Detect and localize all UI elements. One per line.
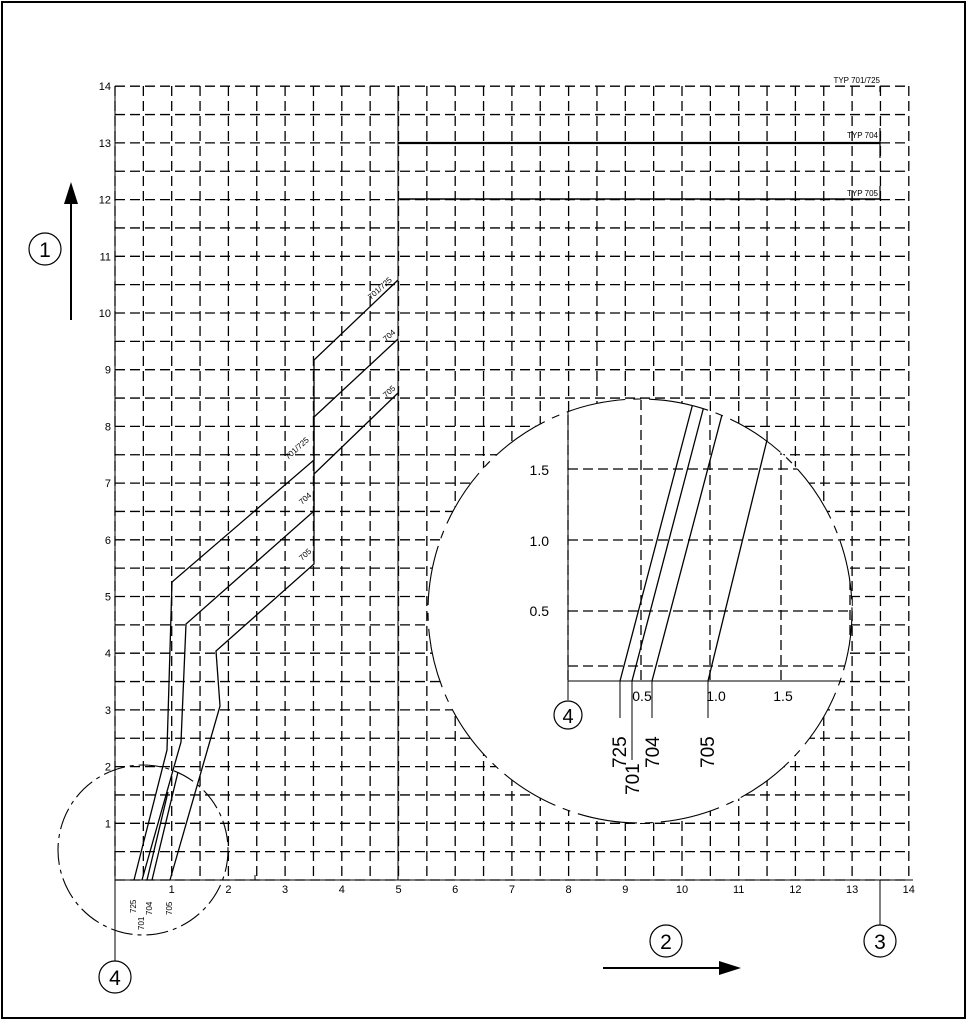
x-tick-label: 10 bbox=[675, 884, 689, 896]
callout-3 bbox=[864, 925, 896, 957]
bottom-curve-label: 705 bbox=[165, 901, 174, 915]
x-tick-label: 13 bbox=[845, 884, 859, 896]
detail-label-704: 704 bbox=[643, 736, 664, 768]
y-tick-label: 13 bbox=[98, 137, 111, 150]
callout-4-label: 4 bbox=[109, 967, 121, 990]
typ-701-725-label: TYP 701/725 bbox=[833, 76, 880, 85]
slope-label-705-upper: 705 bbox=[381, 383, 398, 400]
detail-callout-label: 4 bbox=[562, 706, 574, 728]
x-tick-label: 14 bbox=[902, 884, 915, 896]
detail-4-source-circle bbox=[58, 765, 228, 935]
detail-x-tick-1-5: 1.5 bbox=[773, 688, 793, 704]
x-tick-label: 1 bbox=[168, 884, 175, 896]
x-tick-label: 7 bbox=[508, 884, 515, 896]
slope-label-704-lower: 704 bbox=[297, 490, 314, 507]
x-tick-label: 12 bbox=[789, 884, 802, 896]
detail-y-tick-0-5: 0.5 bbox=[529, 603, 549, 619]
curve-705 bbox=[170, 393, 398, 880]
y-tick-label: 1 bbox=[104, 818, 111, 831]
y-tick-label: 11 bbox=[99, 251, 111, 264]
detail-label-705: 705 bbox=[698, 736, 719, 768]
callout-2-label: 2 bbox=[660, 931, 672, 954]
detail-y-tick-1-0: 1.0 bbox=[529, 533, 549, 549]
y-tick-label: 2 bbox=[104, 761, 111, 774]
y-tick-labels bbox=[99, 81, 111, 830]
y-tick-label: 14 bbox=[98, 81, 111, 94]
y-tick-label: 3 bbox=[104, 704, 111, 717]
detail-x-tick-1-0: 1.0 bbox=[706, 688, 726, 704]
y-tick-label: 7 bbox=[104, 478, 111, 491]
x-tick-label: 9 bbox=[622, 884, 629, 896]
y-tick-label: 4 bbox=[104, 648, 111, 661]
callout-1-label: 1 bbox=[39, 239, 51, 262]
x-tick-label: 6 bbox=[452, 884, 459, 896]
x-tick-label: 3 bbox=[282, 884, 289, 896]
typ-705-label: TYP 705 bbox=[847, 189, 878, 198]
y-tick-label: 8 bbox=[104, 421, 111, 434]
direction-2-arrow-head bbox=[719, 961, 741, 975]
x-tick-label: 2 bbox=[225, 884, 232, 896]
bottom-curve-labels bbox=[129, 899, 174, 930]
y-tick-label: 12 bbox=[98, 194, 111, 207]
y-tick-label: 10 bbox=[98, 308, 111, 320]
y-tick-label: 6 bbox=[104, 534, 111, 547]
curve-701-branch bbox=[147, 792, 168, 880]
y-tick-label: 5 bbox=[104, 591, 111, 604]
callout-2 bbox=[650, 925, 682, 957]
callout-1 bbox=[29, 233, 61, 265]
detail-4-magnified-view bbox=[428, 399, 855, 823]
slope-label-701-725-upper: 701/725 bbox=[366, 275, 394, 302]
x-tick-label: 5 bbox=[395, 884, 402, 896]
typ-704-label: TYP 704 bbox=[847, 131, 878, 140]
x-tick-label: 4 bbox=[338, 884, 345, 896]
bottom-curve-label: 701 bbox=[137, 916, 146, 930]
callout-3-label: 3 bbox=[874, 931, 886, 954]
direction-1-arrow-head bbox=[64, 182, 78, 204]
bottom-curve-label: 725 bbox=[129, 899, 138, 913]
slope-label-704-upper: 704 bbox=[381, 327, 398, 344]
detail-x-tick-0-5: 0.5 bbox=[632, 688, 652, 704]
x-tick-labels bbox=[169, 884, 915, 896]
detail-label-725: 725 bbox=[610, 736, 631, 768]
bottom-curve-label: 704 bbox=[145, 901, 154, 915]
y-tick-label: 9 bbox=[104, 364, 111, 377]
detail-y-tick-1-5: 1.5 bbox=[529, 462, 549, 478]
slope-label-705-lower: 705 bbox=[297, 546, 314, 563]
callout-4 bbox=[99, 961, 131, 993]
detail-label-701: 701 bbox=[623, 763, 644, 795]
x-tick-label: 8 bbox=[565, 884, 572, 896]
slope-label-701-725-lower: 701/725 bbox=[283, 435, 311, 462]
curve-704 bbox=[142, 339, 398, 880]
x-tick-label: 11 bbox=[732, 884, 745, 896]
